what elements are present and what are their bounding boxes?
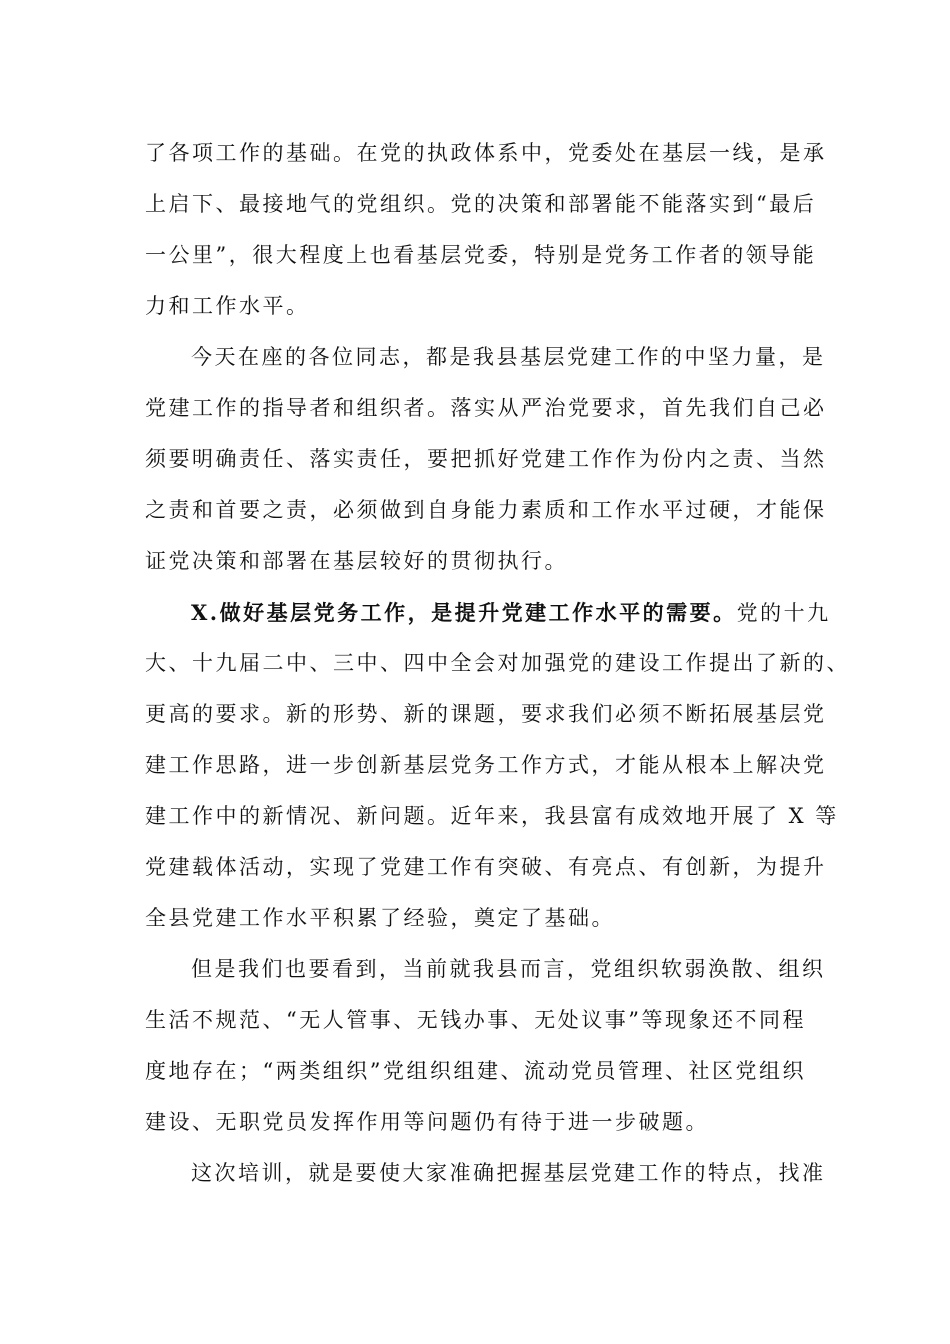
- paragraph-3-line-5: 建工作中的新情况、新问题。近年来，我县富有成效地开展了 X 等: [145, 804, 839, 828]
- paragraph-2-line-5: 证党决策和部署在基层较好的贯彻执行。: [145, 549, 568, 573]
- paragraph-3-line-7: 全县党建工作水平积累了经验，奠定了基础。: [145, 906, 615, 930]
- paragraph-3-line-1: [145, 587, 831, 638]
- section-heading: X.做好基层党务工作，是提升党建工作水平的需要。: [191, 600, 737, 625]
- paragraph-3-line-3: 更高的要求。新的形势、新的课题，要求我们必须不断拓展基层党: [145, 702, 827, 726]
- paragraph-3-line-4: 建工作思路，进一步创新基层党务工作方式，才能从根本上解决党: [145, 753, 827, 777]
- paragraph-3-line-2: 大、十九届二中、三中、四中全会对加强党的建设工作提出了新的、: [145, 651, 850, 675]
- paragraph-3-line-6: 党建载体活动，实现了党建工作有突破、有亮点、有创新，为提升: [145, 855, 827, 879]
- paragraph-4-line-2: 生活不规范、“无人管事、无钱办事、无处议事”等现象还不同程: [145, 1008, 806, 1032]
- paragraph-2-line-1: 今天在座的各位同志，都是我县基层党建工作的中坚力量，是: [191, 345, 826, 369]
- document-body: [145, 128, 850, 1199]
- paragraph-4-line-3: 度地存在；“两类组织”党组织组建、流动党员管理、社区党组织: [145, 1059, 806, 1083]
- paragraph-1-line-2: 上启下、最接地气的党组织。党的决策和部署能不能落实到“最后: [145, 192, 817, 216]
- paragraph-2-line-2: 党建工作的指导者和组织者。落实从严治党要求，首先我们自己必: [145, 396, 827, 420]
- paragraph-3-line-1-rest: 党的十九: [736, 601, 831, 625]
- paragraph-1-line-1: 了各项工作的基础。在党的执政体系中，党委处在基层一线，是承: [145, 141, 827, 165]
- paragraph-1-line-3: 一公里”，很大程度上也看基层党委，特别是党务工作者的领导能: [145, 243, 817, 267]
- paragraph-5-line-1: 这次培训，就是要使大家准确把握基层党建工作的特点，找准: [191, 1161, 826, 1185]
- paragraph-1-line-4: 力和工作水平。: [145, 294, 310, 318]
- paragraph-4-line-4: 建设、无职党员发挥作用等问题仍有待于进一步破题。: [145, 1110, 709, 1134]
- paragraph-2-line-3: 须要明确责任、落实责任，要把抓好党建工作作为份内之责、当然: [145, 447, 827, 471]
- paragraph-2-line-4: 之责和首要之责，必须做到自身能力素质和工作水平过硬，才能保: [145, 498, 827, 522]
- paragraph-4-line-1: 但是我们也要看到，当前就我县而言，党组织软弱涣散、组织: [191, 957, 826, 981]
